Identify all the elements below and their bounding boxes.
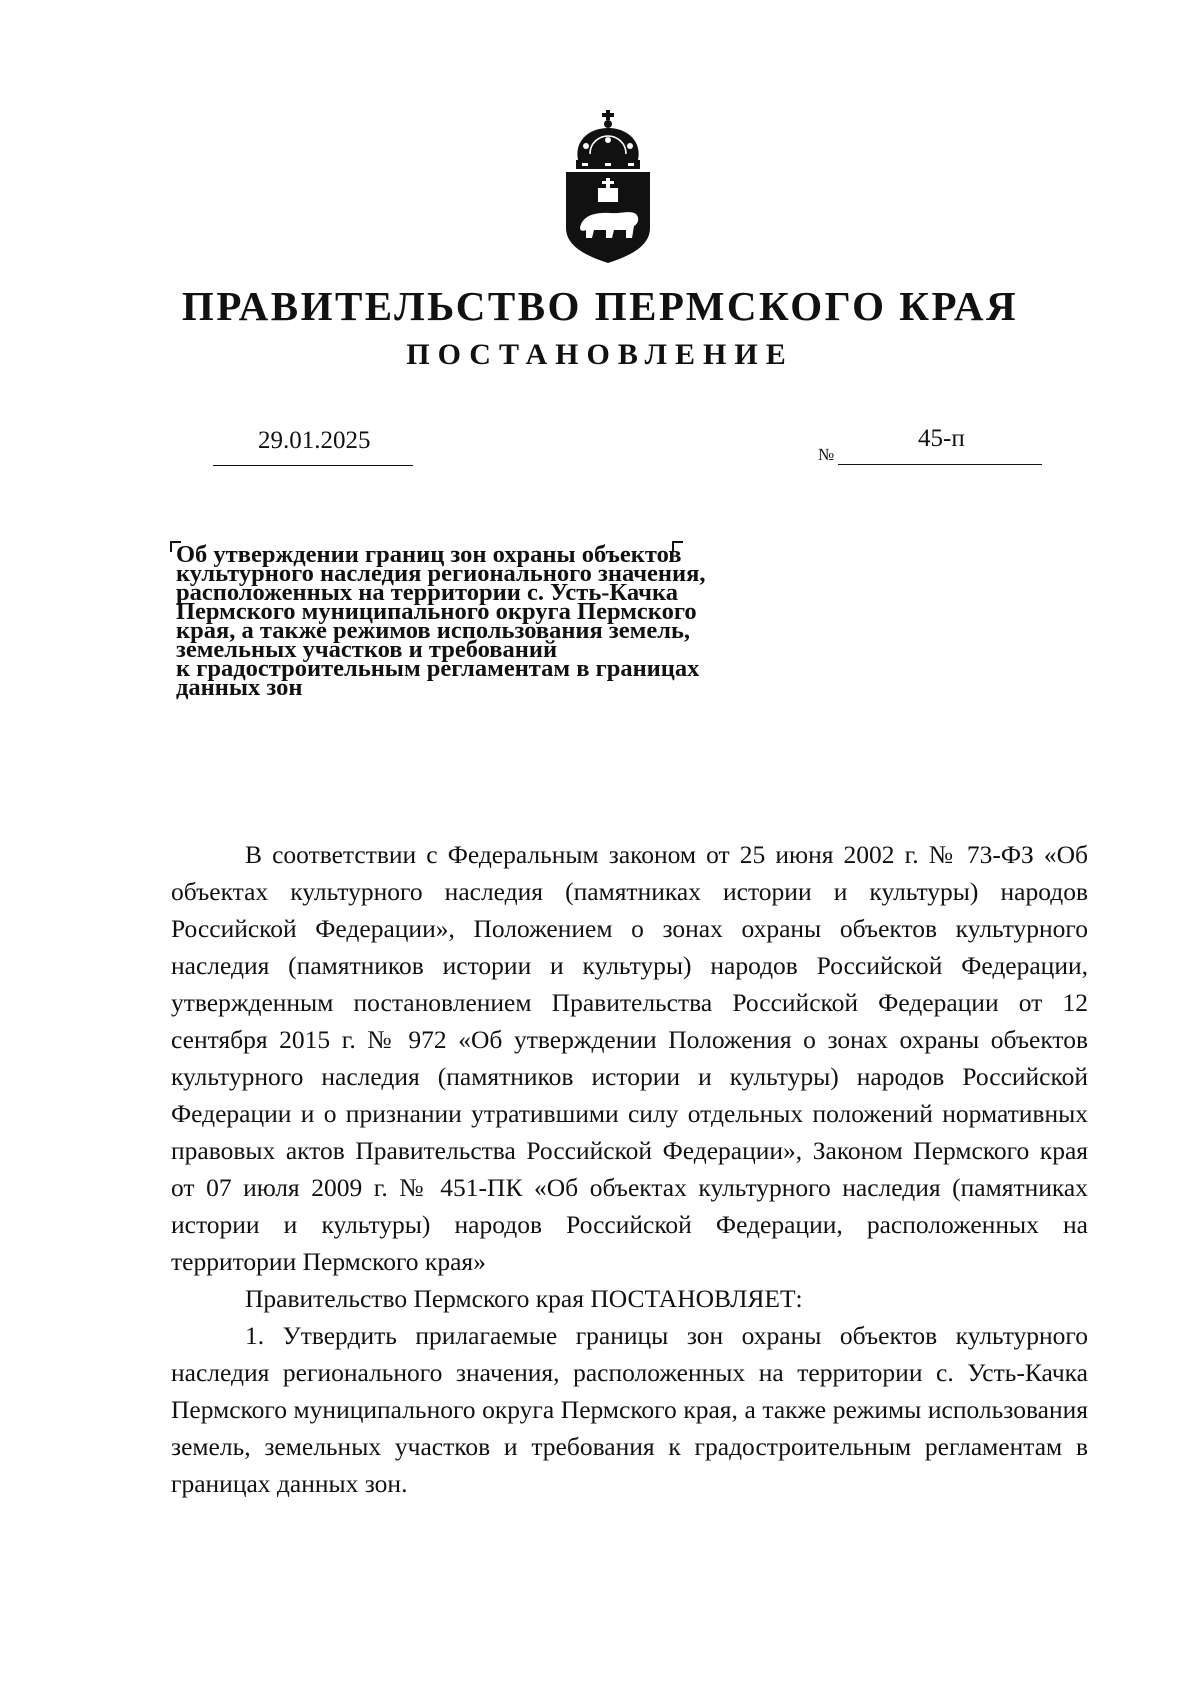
document-date: 29.01.2025	[258, 427, 371, 454]
document-number-field	[818, 423, 1042, 465]
number-sign: №	[818, 445, 835, 464]
organization-title: ПРАВИТЕЛЬСТВО ПЕРМСКОГО КРАЯ	[181, 283, 1019, 329]
item-1-paragraph: 1. Утвердить прилагаемые границы зон охраны объектов культурного наследия регионального значения, расположенных на территории с. Усть-Качка Пермского муниципального округа Пермского края, а также режимы использования земель, земельных участков и требования к градостроительным регламентам в границах данных зон.	[171, 1321, 1088, 1498]
document-heading	[176, 541, 816, 701]
resolves-paragraph: Правительство Пермского края ПОСТАНОВЛЯЕТ:	[245, 1284, 803, 1313]
number-underline	[838, 464, 1042, 465]
preamble-paragraph: В соответствии с Федеральным законом от 25 июня 2002 г. № 73-ФЗ «Об объектах культурного наследия (памятниках истории и культуры) народов Российской Федерации», Положением о зонах охраны объектов культурного наследия (памятников истории и культуры) народов Российской Федерации, утвержденным постановлением Правительства Российской Федерации от 12 сентября 2015 г. № 972 «Об утверждении Положения о зонах охраны объектов культурного наследия (памятников истории и культуры) народов Российской Федерации и о признании утратившими силу отдельных положений нормативных правовых актов Правительства Российской Федерации», Законом Пермского края от 07 июля 2009 г. № 451-ПК «Об объектах культурного наследия (памятниках истории и культуры) народов Российской Федерации, расположенных на территории Пермского края»	[171, 840, 1088, 1276]
perm-krai-coat-of-arms-icon	[560, 110, 656, 265]
document-type: ПОСТАНОВЛЕНИЕ	[406, 338, 794, 371]
document-number: 45-п	[918, 425, 965, 452]
heading-line: данных зон	[176, 674, 303, 701]
document-body	[171, 836, 1088, 1502]
heading-line: края, а также режимов использования земель,	[176, 617, 691, 644]
heading-line: земельных участков и требований	[176, 636, 558, 663]
heading-line: расположенных на территории с. Усть-Качка	[176, 579, 678, 606]
heading-line: Пермского муниципального округа Пермского	[176, 598, 697, 625]
document-date-field	[213, 423, 413, 466]
heading-line: культурного наследия регионального значения,	[176, 560, 706, 587]
heading-line: Об утверждении границ зон охраны объектов	[176, 541, 682, 568]
heading-line: к градостроительным регламентам в границах	[176, 655, 700, 682]
